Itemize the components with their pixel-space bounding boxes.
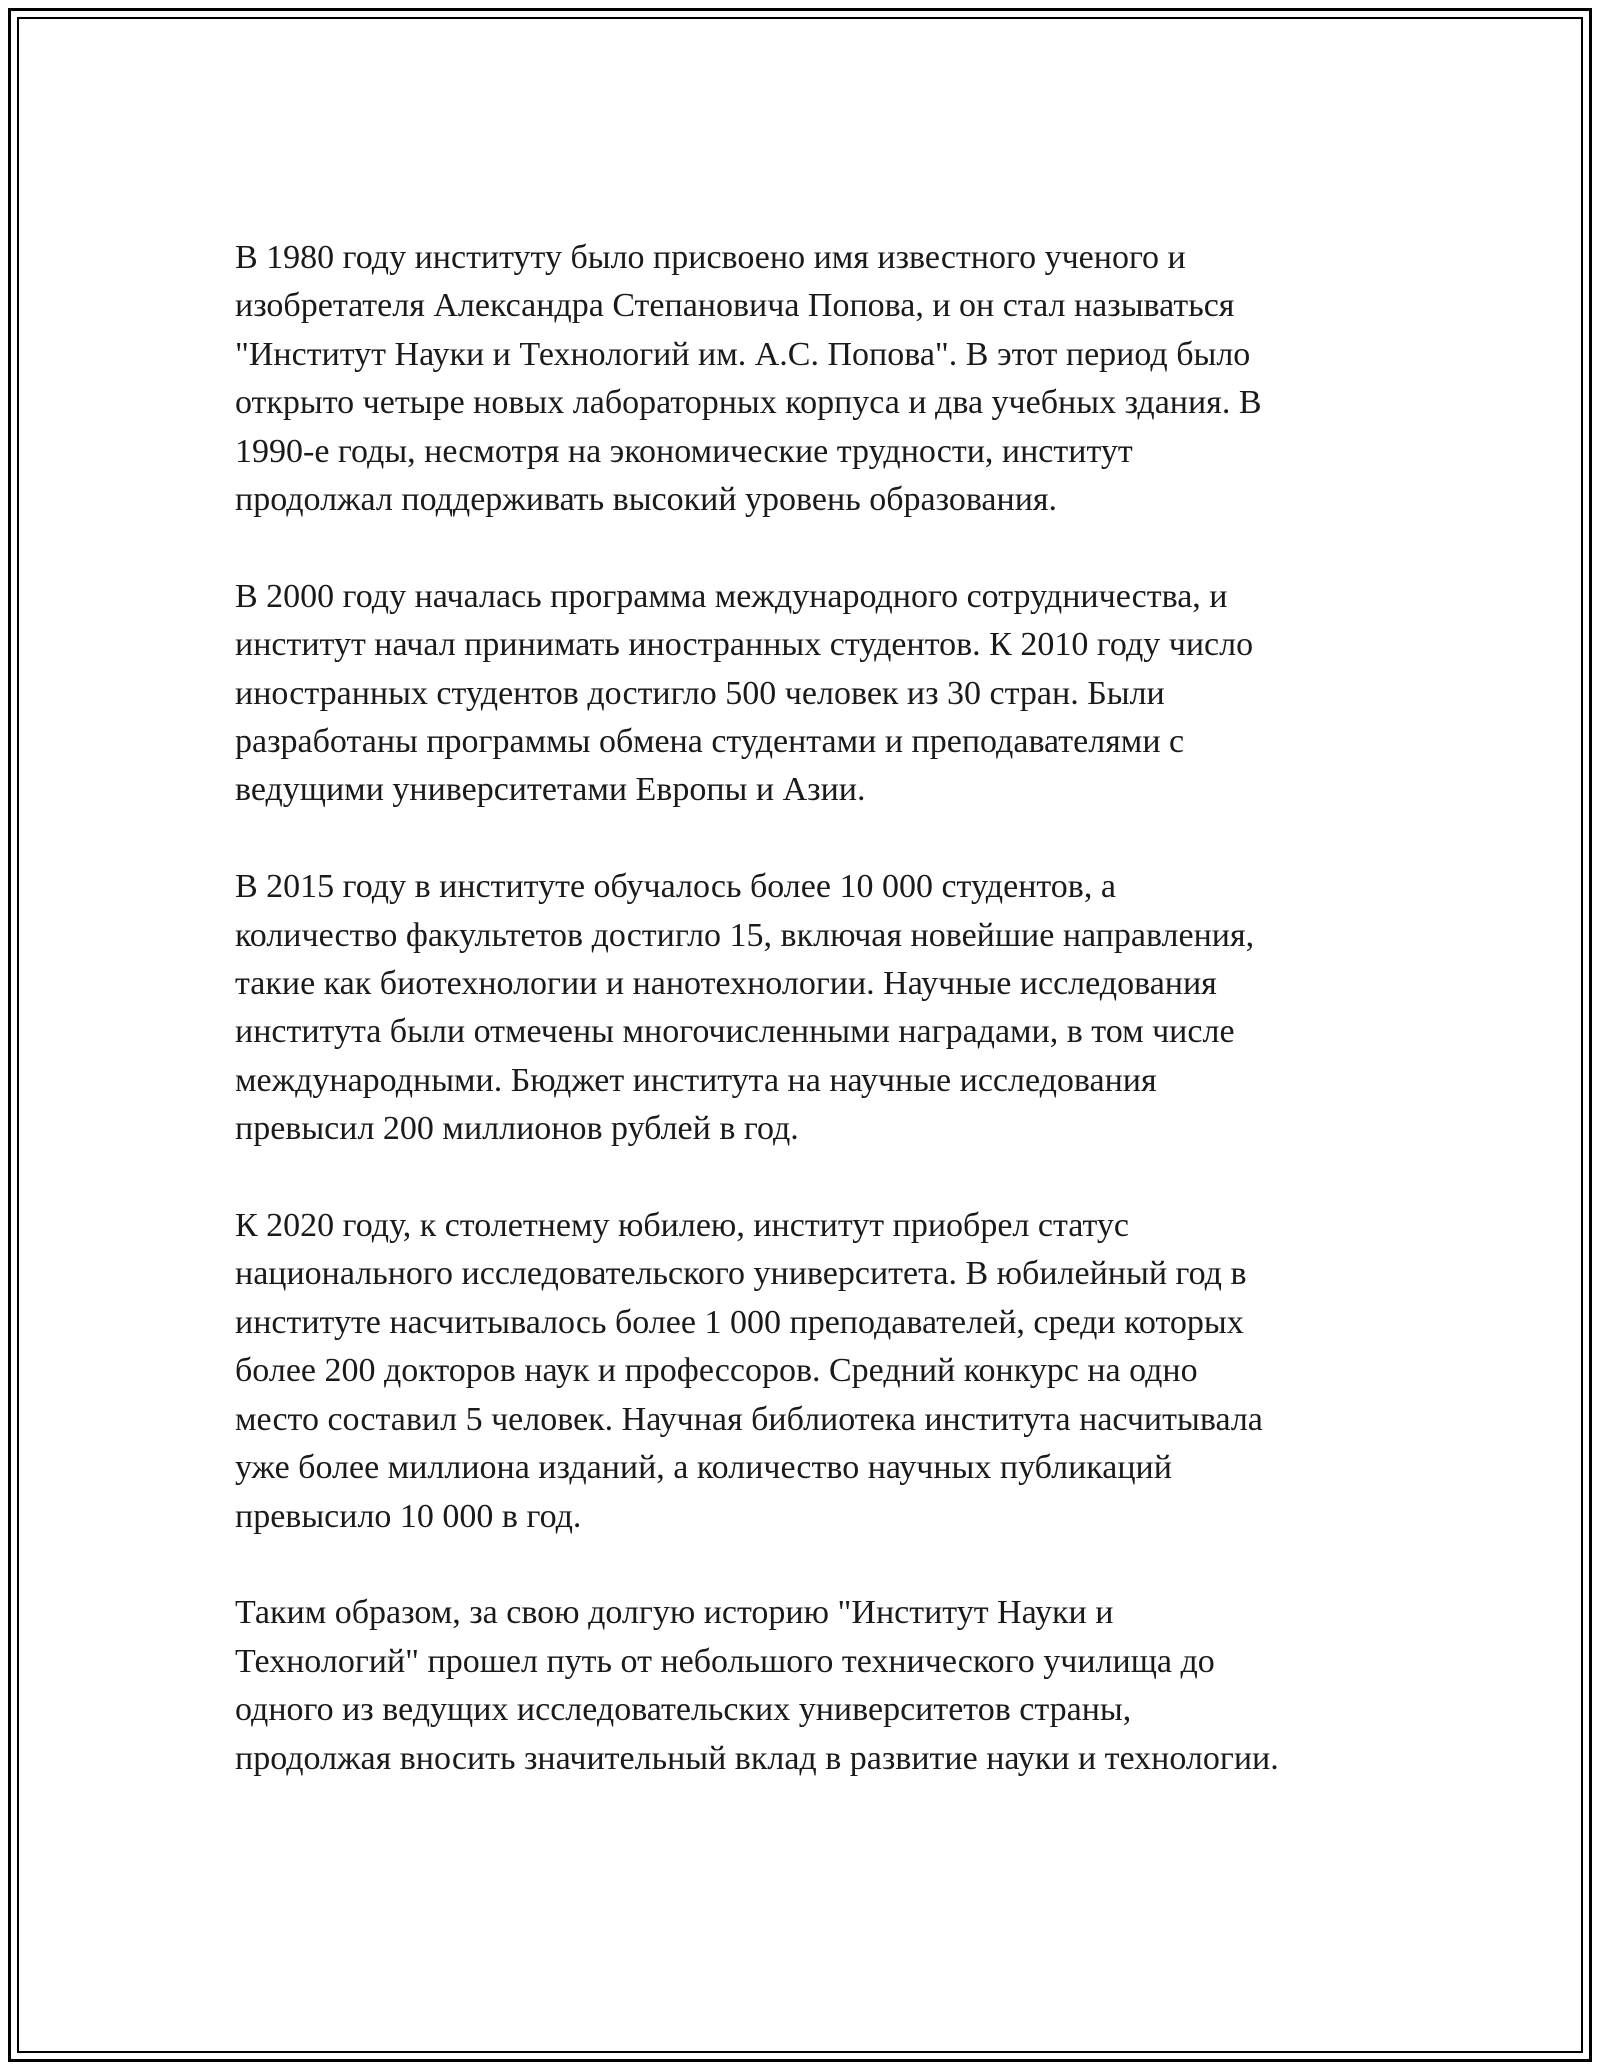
- document-body: [235, 234, 1375, 1831]
- paragraph-2015: В 2015 году в институте обучалось более 10 000 студентов, а количество факультетов достигло 15, включая новейшие направления, такие как биотехнологии и нанотехнологии. Научные исследования института были отмечены многочисленными наградами, в том числе международными. Бюджет института на научные исследования превысил 200 миллионов рублей в год.: [235, 868, 1255, 1148]
- paragraph-conclusion: Таким образом, за свою долгую историю "Институт Науки и Технологий" прошел путь от небольшого технического училища до одного из ведущих исследовательских университетов страны, продолжая вносить значительный вклад в развитие науки и технологии.: [235, 1594, 1279, 1777]
- paragraph-1980: В 1980 году институту было присвоено имя известного ученого и изобретателя Александра Степановича Попова, и он стал называться "Институт Науки и Технологий им. А.С. Попова". В этот период было открыто четыре новых лабораторных корпуса и два учебных здания. В 1990-е годы, несмотря на экономические трудности, институт продолжал поддерживать высокий уровень образования.: [235, 239, 1262, 519]
- paragraph-2020: К 2020 году, к столетнему юбилею, институт приобрел статус национального исследовательского университета. В юбилейный год в институте насчитывалось более 1 000 преподавателей, среди которых более 200 докторов наук и профессоров. Средний конкурс на одно место составил 5 человек. Научная библиотека института насчитывала уже более миллиона изданий, а количество научных публикаций превысило 10 000 в год.: [235, 1207, 1263, 1535]
- paragraph-2000: В 2000 году началась программа международного сотрудничества, и институт начал принимать иностранных студентов. К 2010 году число иностранных студентов достигло 500 человек из 30 стран. Были разработаны программы обмена студентами и преподавателями с ведущими университетами Европы и Азии.: [235, 577, 1254, 809]
